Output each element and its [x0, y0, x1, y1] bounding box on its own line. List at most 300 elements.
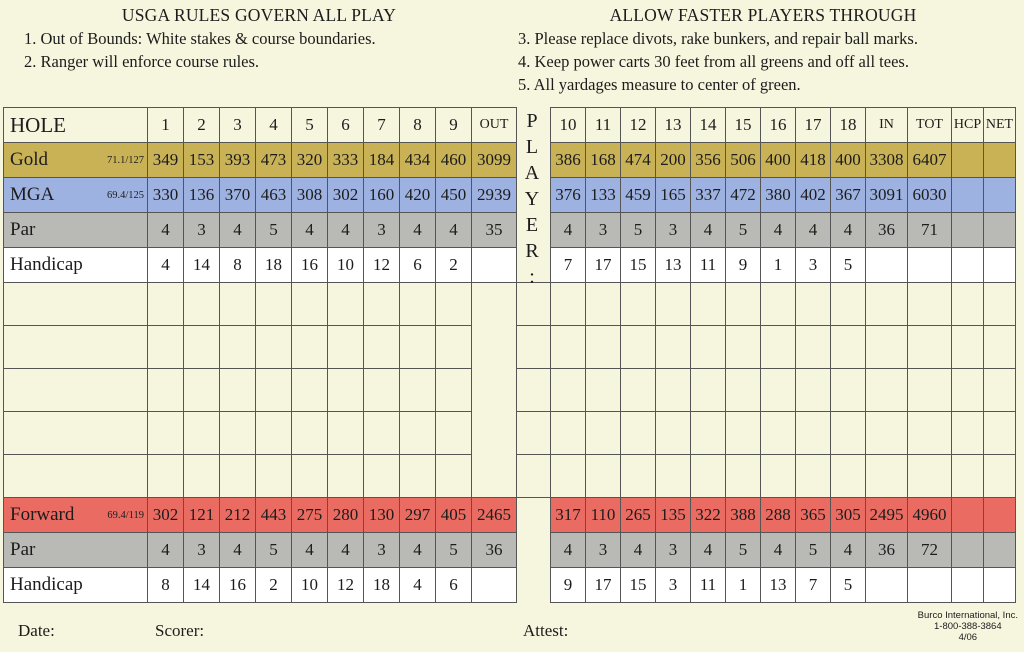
mga-hole-15: 472	[726, 178, 761, 213]
score-entry-cell[interactable]	[184, 412, 220, 455]
forward-hcp[interactable]	[952, 498, 984, 533]
hole-number-7: 7	[364, 108, 400, 143]
hole-number-2: 2	[184, 108, 220, 143]
handicap_top-hole-14: 11	[691, 248, 726, 283]
score-entry-cell[interactable]	[517, 326, 551, 369]
score-entry-cell[interactable]	[256, 283, 292, 326]
score-entry-cell[interactable]	[148, 455, 184, 498]
par_bottom-hole-6: 4	[328, 533, 364, 568]
score-entry-cell[interactable]	[908, 283, 952, 326]
player-score-row	[4, 283, 1016, 326]
par_bottom-hole-11: 3	[586, 533, 621, 568]
score-entry-cell[interactable]	[292, 326, 328, 369]
forward-rating: 69.4/119	[107, 510, 144, 521]
forward-net[interactable]	[984, 498, 1016, 533]
par_top-hole-7: 3	[364, 213, 400, 248]
handicap_top-hole-15: 9	[726, 248, 761, 283]
player-divider	[472, 412, 517, 455]
handicap_bottom-hcp[interactable]	[952, 568, 984, 603]
par_top-hole-10: 4	[551, 213, 586, 248]
score-entry-cell[interactable]	[691, 412, 726, 455]
score-entry-cell[interactable]	[4, 455, 148, 498]
score-entry-cell[interactable]	[436, 283, 472, 326]
score-entry-cell[interactable]	[364, 326, 400, 369]
hole-number-9: 9	[436, 108, 472, 143]
par_bottom-hcp[interactable]	[952, 533, 984, 568]
score-entry-cell[interactable]	[436, 369, 472, 412]
gold-out: 3099	[472, 143, 517, 178]
hole-number-17: 17	[796, 108, 831, 143]
score-entry-cell[interactable]	[148, 369, 184, 412]
score-entry-cell[interactable]	[184, 369, 220, 412]
hole-number-8: 8	[400, 108, 436, 143]
forward-hole-10: 317	[551, 498, 586, 533]
forward-row	[4, 498, 1016, 533]
par_top-hcp[interactable]	[952, 213, 984, 248]
forward-hole-8: 297	[400, 498, 436, 533]
mga-out: 2939	[472, 178, 517, 213]
score-entry-cell[interactable]	[656, 412, 691, 455]
gold-hole-9: 460	[436, 143, 472, 178]
score-entry-cell[interactable]	[984, 369, 1016, 412]
company-name: Burco International, Inc.	[917, 610, 1018, 621]
score-entry-cell[interactable]	[831, 369, 866, 412]
score-entry-cell[interactable]	[866, 412, 908, 455]
player-letter: L	[525, 136, 539, 158]
handicap_bottom-out[interactable]	[472, 568, 517, 603]
gold-hole-17: 418	[796, 143, 831, 178]
forward-hole-13: 135	[656, 498, 691, 533]
score-entry-cell[interactable]	[364, 369, 400, 412]
hole-number-4: 4	[256, 108, 292, 143]
score-table	[3, 107, 1016, 603]
handicap_bottom-hole-17: 7	[796, 568, 831, 603]
score-entry-cell[interactable]	[292, 455, 328, 498]
forward-hole-6: 280	[328, 498, 364, 533]
handicap_top-hcp[interactable]	[952, 248, 984, 283]
handicap_bottom-row	[4, 568, 1016, 603]
score-entry-cell[interactable]	[831, 326, 866, 369]
handicap_top-label-cell	[4, 248, 148, 283]
score-entry-cell[interactable]	[796, 369, 831, 412]
mga-hole-3: 370	[220, 178, 256, 213]
score-entry-cell[interactable]	[908, 369, 952, 412]
gold-hole-11: 168	[586, 143, 621, 178]
gold-hole-1: 349	[148, 143, 184, 178]
score-entry-cell[interactable]	[726, 283, 761, 326]
par_bottom-hole-17: 5	[796, 533, 831, 568]
mga-hole-5: 308	[292, 178, 328, 213]
handicap_top-hole-9: 2	[436, 248, 472, 283]
score-entry-cell[interactable]	[517, 455, 551, 498]
score-entry-cell[interactable]	[364, 412, 400, 455]
score-entry-cell[interactable]	[656, 326, 691, 369]
in-header: IN	[866, 108, 908, 143]
score-entry-cell[interactable]	[621, 369, 656, 412]
score-entry-cell[interactable]	[400, 283, 436, 326]
score-entry-cell[interactable]	[4, 283, 148, 326]
hole-number-5: 5	[292, 108, 328, 143]
score-entry-cell[interactable]	[796, 455, 831, 498]
player-divider	[517, 568, 551, 603]
par_bottom-tot: 72	[908, 533, 952, 568]
score-entry-cell[interactable]	[952, 369, 984, 412]
score-entry-cell[interactable]	[621, 455, 656, 498]
score-entry-cell[interactable]	[400, 412, 436, 455]
mga-in: 3091	[866, 178, 908, 213]
score-entry-cell[interactable]	[256, 369, 292, 412]
score-entry-cell[interactable]	[866, 369, 908, 412]
handicap_top-in[interactable]	[866, 248, 908, 283]
hole-number-6: 6	[328, 108, 364, 143]
score-entry-cell[interactable]	[517, 412, 551, 455]
score-entry-cell[interactable]	[4, 326, 148, 369]
player-letter: R	[525, 240, 539, 262]
handicap_bottom-hole-15: 1	[726, 568, 761, 603]
score-entry-cell[interactable]	[908, 326, 952, 369]
score-entry-cell[interactable]	[691, 455, 726, 498]
score-entry-cell[interactable]	[292, 412, 328, 455]
par_top-hole-16: 4	[761, 213, 796, 248]
par_bottom-hole-13: 3	[656, 533, 691, 568]
score-entry-cell[interactable]	[328, 326, 364, 369]
rules-right-title: ALLOW FASTER PLAYERS THROUGH	[609, 5, 917, 25]
mga-hcp[interactable]	[952, 178, 984, 213]
par_bottom-hole-3: 4	[220, 533, 256, 568]
par_top-label-cell	[4, 213, 148, 248]
hole-number-11: 11	[586, 108, 621, 143]
score-entry-cell[interactable]	[256, 455, 292, 498]
player-divider	[472, 283, 517, 326]
par_top-hole-5: 4	[292, 213, 328, 248]
par_top-hole-8: 4	[400, 213, 436, 248]
hole-number-15: 15	[726, 108, 761, 143]
score-entry-cell[interactable]	[952, 326, 984, 369]
handicap_top-hole-2: 14	[184, 248, 220, 283]
par_top-out: 35	[472, 213, 517, 248]
score-entry-cell[interactable]	[726, 369, 761, 412]
score-entry-cell[interactable]	[551, 412, 586, 455]
score-entry-cell[interactable]	[952, 412, 984, 455]
par_bottom-hole-12: 4	[621, 533, 656, 568]
handicap_top-out[interactable]	[472, 248, 517, 283]
score-entry-cell[interactable]	[586, 455, 621, 498]
company-code: 4/06	[958, 632, 978, 643]
score-entry-cell[interactable]	[908, 412, 952, 455]
par_bottom-net[interactable]	[984, 533, 1016, 568]
gold-row	[4, 143, 1016, 178]
hole-label: HOLE	[4, 108, 148, 143]
handicap_bottom-label-cell	[4, 568, 148, 603]
handicap_bottom-net[interactable]	[984, 568, 1016, 603]
score-entry-cell[interactable]	[256, 326, 292, 369]
company-info	[918, 610, 1018, 643]
handicap_bottom-hole-4: 2	[256, 568, 292, 603]
score-entry-cell[interactable]	[328, 369, 364, 412]
par_bottom-hole-5: 4	[292, 533, 328, 568]
par_top-in: 36	[866, 213, 908, 248]
score-entry-cell[interactable]	[220, 455, 256, 498]
handicap_bottom-label: Handicap	[10, 574, 83, 595]
score-entry-cell[interactable]	[551, 326, 586, 369]
player-divider	[517, 498, 551, 533]
par_top-hole-11: 3	[586, 213, 621, 248]
score-entry-cell[interactable]	[220, 369, 256, 412]
score-entry-cell[interactable]	[984, 326, 1016, 369]
score-entry-cell[interactable]	[220, 412, 256, 455]
score-entry-cell[interactable]	[292, 283, 328, 326]
handicap_bottom-hole-3: 16	[220, 568, 256, 603]
handicap_bottom-hole-5: 10	[292, 568, 328, 603]
gold-hole-13: 200	[656, 143, 691, 178]
rule-1: 1. Out of Bounds: White stakes & course boundaries.	[24, 29, 376, 48]
player-vertical-label	[516, 108, 548, 288]
scorer-label: Scorer:	[155, 621, 205, 640]
score-entry-cell[interactable]	[726, 455, 761, 498]
handicap_top-tot[interactable]	[908, 248, 952, 283]
handicap_top-hole-4: 18	[256, 248, 292, 283]
score-entry-cell[interactable]	[866, 283, 908, 326]
mga-hole-10: 376	[551, 178, 586, 213]
score-entry-cell[interactable]	[364, 283, 400, 326]
gold-label-cell	[4, 143, 148, 178]
tot-header: TOT	[908, 108, 952, 143]
mga-label-cell	[4, 178, 148, 213]
gold-hole-12: 474	[621, 143, 656, 178]
score-entry-cell[interactable]	[691, 283, 726, 326]
score-entry-cell[interactable]	[984, 283, 1016, 326]
rule-3: 3. Please replace divots, rake bunkers, and repair ball marks.	[518, 29, 918, 48]
par_bottom-hole-15: 5	[726, 533, 761, 568]
score-entry-cell[interactable]	[984, 455, 1016, 498]
score-entry-cell[interactable]	[908, 455, 952, 498]
score-entry-cell[interactable]	[4, 369, 148, 412]
score-entry-cell[interactable]	[831, 412, 866, 455]
handicap_bottom-hole-9: 6	[436, 568, 472, 603]
par_bottom-hole-2: 3	[184, 533, 220, 568]
handicap_top-hole-1: 4	[148, 248, 184, 283]
score-entry-cell[interactable]	[761, 455, 796, 498]
par_top-hole-3: 4	[220, 213, 256, 248]
par_top-label: Par	[10, 219, 36, 240]
handicap_top-hole-13: 13	[656, 248, 691, 283]
handicap_top-row	[4, 248, 1016, 283]
score-entry-cell[interactable]	[256, 412, 292, 455]
hole-number-14: 14	[691, 108, 726, 143]
score-entry-cell[interactable]	[220, 283, 256, 326]
score-entry-cell[interactable]	[866, 326, 908, 369]
score-entry-cell[interactable]	[551, 369, 586, 412]
par_bottom-label: Par	[10, 539, 36, 560]
par_top-hole-14: 4	[691, 213, 726, 248]
mga-hole-17: 402	[796, 178, 831, 213]
handicap_top-hole-5: 16	[292, 248, 328, 283]
score-entry-cell[interactable]	[400, 369, 436, 412]
score-entry-cell[interactable]	[866, 455, 908, 498]
par_bottom-hole-7: 3	[364, 533, 400, 568]
mga-hole-16: 380	[761, 178, 796, 213]
player-score-row	[4, 455, 1016, 498]
score-entry-cell[interactable]	[831, 283, 866, 326]
gold-rating: 71.1/127	[106, 155, 144, 166]
mga-hole-7: 160	[364, 178, 400, 213]
forward-hole-14: 322	[691, 498, 726, 533]
score-entry-cell[interactable]	[4, 412, 148, 455]
player-divider	[472, 455, 517, 498]
forward-hole-1: 302	[148, 498, 184, 533]
gold-hole-18: 400	[831, 143, 866, 178]
score-entry-cell[interactable]	[148, 412, 184, 455]
forward-hole-9: 405	[436, 498, 472, 533]
mga-hole-6: 302	[328, 178, 364, 213]
rules-left	[24, 4, 494, 73]
handicap_bottom-hole-12: 15	[621, 568, 656, 603]
score-entry-cell[interactable]	[364, 455, 400, 498]
forward-label-cell	[4, 498, 148, 533]
score-entry-cell[interactable]	[952, 283, 984, 326]
handicap_top-hole-10: 7	[551, 248, 586, 283]
handicap_top-hole-6: 10	[328, 248, 364, 283]
handicap_bottom-in[interactable]	[866, 568, 908, 603]
par_top-hole-4: 5	[256, 213, 292, 248]
player-divider	[472, 326, 517, 369]
handicap_bottom-hole-14: 11	[691, 568, 726, 603]
score-entry-cell[interactable]	[436, 326, 472, 369]
score-entry-cell[interactable]	[796, 326, 831, 369]
score-entry-cell[interactable]	[328, 412, 364, 455]
player-letter: P	[526, 110, 538, 132]
handicap_top-hole-18: 5	[831, 248, 866, 283]
par_top-hole-17: 4	[796, 213, 831, 248]
score-entry-cell[interactable]	[328, 283, 364, 326]
handicap_top-hole-3: 8	[220, 248, 256, 283]
score-entry-cell[interactable]	[761, 412, 796, 455]
mga-label: MGA	[10, 184, 55, 205]
score-entry-cell[interactable]	[586, 326, 621, 369]
out-header: OUT	[472, 108, 517, 143]
par_top-net[interactable]	[984, 213, 1016, 248]
score-entry-cell[interactable]	[984, 412, 1016, 455]
forward-hole-18: 305	[831, 498, 866, 533]
handicap_top-hole-7: 12	[364, 248, 400, 283]
par_bottom-hole-1: 4	[148, 533, 184, 568]
gold-hole-15: 506	[726, 143, 761, 178]
score-entry-cell[interactable]	[621, 283, 656, 326]
score-entry-cell[interactable]	[436, 455, 472, 498]
score-entry-cell[interactable]	[831, 455, 866, 498]
hole-number-12: 12	[621, 108, 656, 143]
gold-hcp[interactable]	[952, 143, 984, 178]
score-entry-cell[interactable]	[184, 455, 220, 498]
mga-net[interactable]	[984, 178, 1016, 213]
gold-hole-10: 386	[551, 143, 586, 178]
score-entry-cell[interactable]	[220, 326, 256, 369]
hole-number-10: 10	[551, 108, 586, 143]
score-entry-cell[interactable]	[761, 283, 796, 326]
score-entry-cell[interactable]	[586, 283, 621, 326]
score-entry-cell[interactable]	[400, 455, 436, 498]
par_top-hole-6: 4	[328, 213, 364, 248]
gold-in: 3308	[866, 143, 908, 178]
score-entry-cell[interactable]	[656, 455, 691, 498]
hole-row	[4, 108, 1016, 143]
gold-hole-4: 473	[256, 143, 292, 178]
score-entry-cell[interactable]	[761, 326, 796, 369]
score-entry-cell[interactable]	[621, 326, 656, 369]
mga-hole-4: 463	[256, 178, 292, 213]
handicap_top-hole-16: 1	[761, 248, 796, 283]
score-entry-cell[interactable]	[656, 369, 691, 412]
score-entry-cell[interactable]	[796, 283, 831, 326]
rules-left-title: USGA RULES GOVERN ALL PLAY	[121, 5, 397, 25]
forward-tot: 4960	[908, 498, 952, 533]
score-entry-cell[interactable]	[184, 326, 220, 369]
score-entry-cell[interactable]	[586, 369, 621, 412]
player-letter: E	[525, 214, 539, 236]
score-entry-cell[interactable]	[517, 369, 551, 412]
mga-row	[4, 178, 1016, 213]
handicap_bottom-tot[interactable]	[908, 568, 952, 603]
score-entry-cell[interactable]	[761, 369, 796, 412]
par_bottom-hole-16: 4	[761, 533, 796, 568]
score-entry-cell[interactable]	[691, 369, 726, 412]
score-entry-cell[interactable]	[148, 326, 184, 369]
forward-in: 2495	[866, 498, 908, 533]
score-entry-cell[interactable]	[726, 412, 761, 455]
forward-hole-3: 212	[220, 498, 256, 533]
par_top-hole-12: 5	[621, 213, 656, 248]
score-entry-cell[interactable]	[148, 283, 184, 326]
forward-hole-2: 121	[184, 498, 220, 533]
mga-hole-1: 330	[148, 178, 184, 213]
score-entry-cell[interactable]	[551, 283, 586, 326]
hole-number-13: 13	[656, 108, 691, 143]
score-entry-cell[interactable]	[656, 283, 691, 326]
gold-label: Gold	[10, 149, 48, 170]
par_bottom-hole-10: 4	[551, 533, 586, 568]
rule-5: 5. All yardages measure to center of green.	[518, 75, 801, 94]
score-entry-cell[interactable]	[551, 455, 586, 498]
score-entry-cell[interactable]	[184, 283, 220, 326]
forward-hole-5: 275	[292, 498, 328, 533]
handicap_bottom-hole-13: 3	[656, 568, 691, 603]
gold-net[interactable]	[984, 143, 1016, 178]
score-entry-cell[interactable]	[691, 326, 726, 369]
score-entry-cell[interactable]	[726, 326, 761, 369]
score-entry-cell[interactable]	[292, 369, 328, 412]
player-score-row	[4, 412, 1016, 455]
score-entry-cell[interactable]	[621, 412, 656, 455]
score-entry-cell[interactable]	[586, 412, 621, 455]
score-entry-cell[interactable]	[400, 326, 436, 369]
score-entry-cell[interactable]	[328, 455, 364, 498]
handicap_bottom-hole-7: 18	[364, 568, 400, 603]
handicap_top-net[interactable]	[984, 248, 1016, 283]
score-entry-cell[interactable]	[796, 412, 831, 455]
rules-right	[518, 4, 1008, 96]
rule-4: 4. Keep power carts 30 feet from all greens and off all tees.	[518, 52, 909, 71]
hole-number-1: 1	[148, 108, 184, 143]
score-entry-cell[interactable]	[952, 455, 984, 498]
par_bottom-hole-9: 5	[436, 533, 472, 568]
handicap_top-hole-8: 6	[400, 248, 436, 283]
gold-hole-3: 393	[220, 143, 256, 178]
par_top-hole-13: 3	[656, 213, 691, 248]
mga-hole-12: 459	[621, 178, 656, 213]
forward-hole-11: 110	[586, 498, 621, 533]
hole-number-18: 18	[831, 108, 866, 143]
score-entry-cell[interactable]	[436, 412, 472, 455]
